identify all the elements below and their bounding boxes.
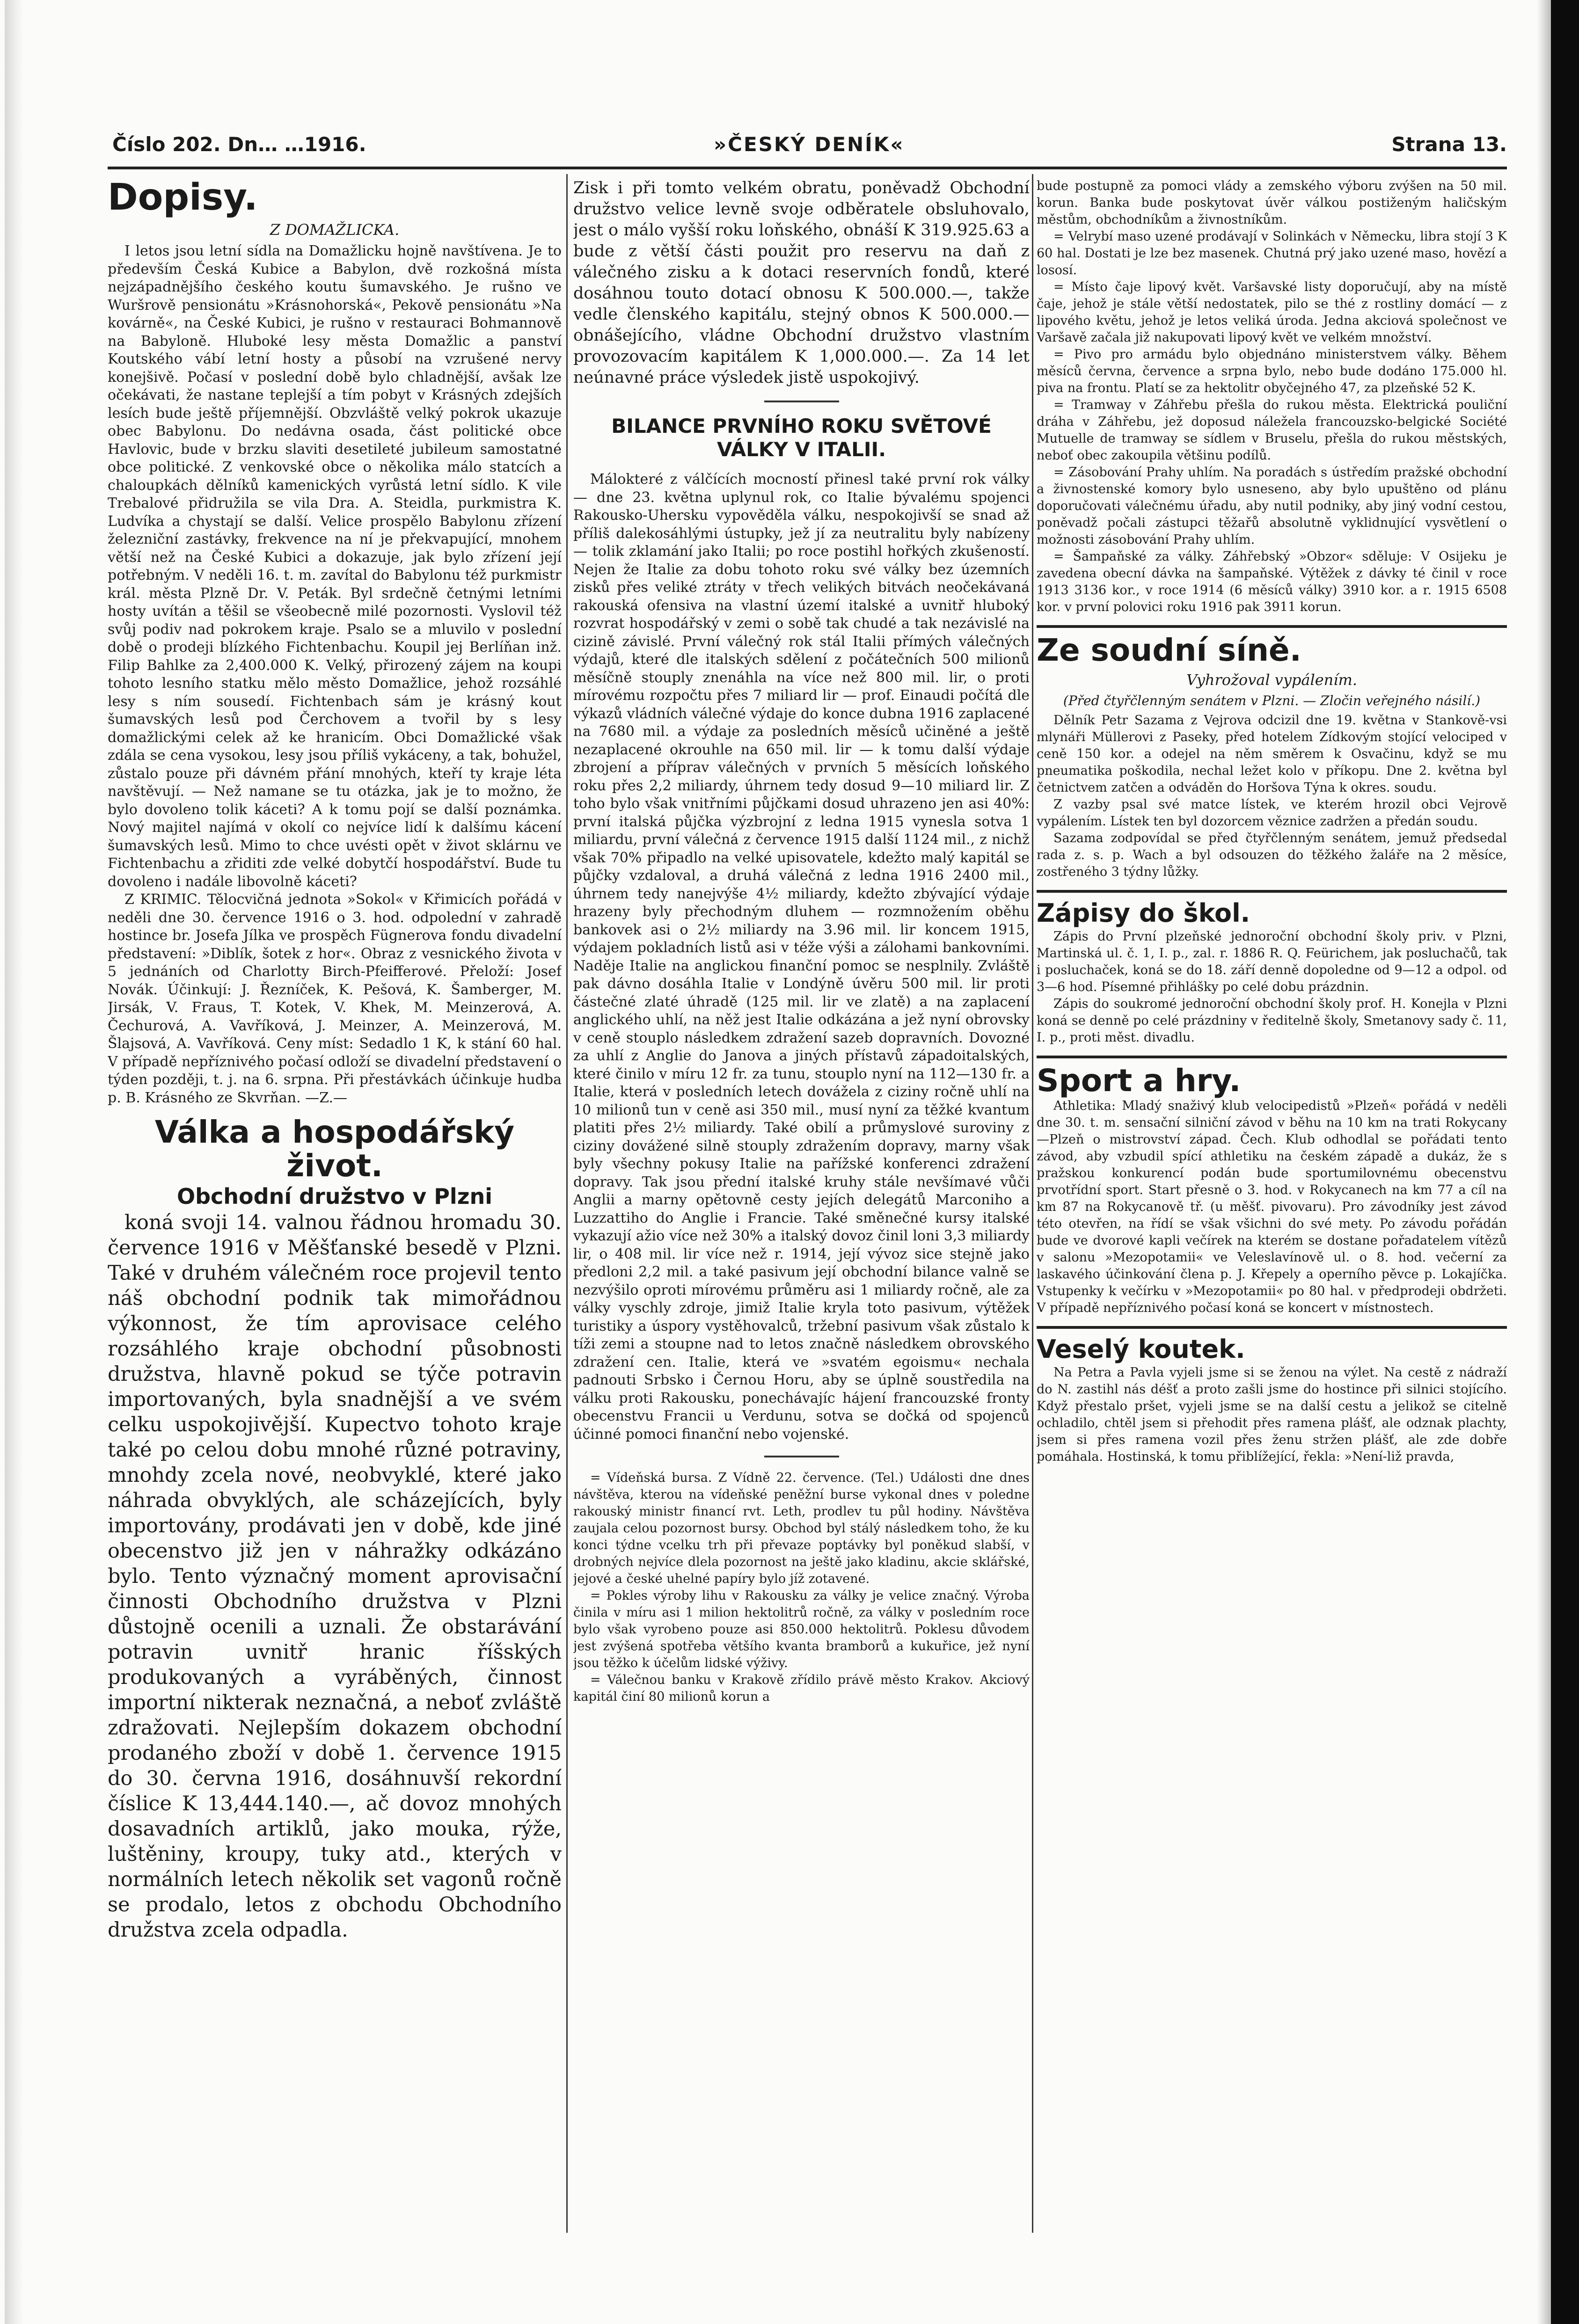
school-notice-2: Zápis do soukromé jednoroční obchodní školy prof. H. Konejla v Plzni koná se denně po celé prázdniny v ředitelně školy, Smetanovy sady č. 11, I. p., proti měst. divadlu. [1037, 997, 1507, 1045]
column-divider-1 [566, 174, 568, 2233]
section-title-sport: Sport a hry. [1037, 1063, 1241, 1099]
page-number: Strana 13. [1391, 133, 1507, 156]
news-pokles-lihu: = Pokles výroby lihu v Rakousku za války je velice značný. Výroba činila v míru asi 1 milion hektolitrů ročně, za války v posledním roce bylo však vyrobeno pouze asi 850.000 hektolitrů. Poklesu důvodem jest zvýšená spotřeba většího kvanta bramborů a kukuřice, jež nyní jsou těžko k účelům lidské výživy. [573, 1588, 1030, 1670]
news-sampanske: = Šampaňské za války. Záhřebský »Obzor« sděluje: V Osijeku je zavedena obecní dávka na šampaňské. Výtěžek z dávky té činil v roce 1913 3136 kor., v roce 1914 (6 měsíců války) 3910 kor. a r. 1915 6508 kor. v první polovici roku 1916 pak 3911 korun. [1037, 549, 1507, 614]
article-druzstvo-cont: Zisk i při tomto velkém obratu, poněvadž Obchodní družstvo velice levně svoje odběratele obsluhovalo, jest o málo vyšší roku loňského, obnáší K 319.925.63 a bude z větší části použit pro reservu na daň z válečného zisku a k dotaci reservních fondů, které dosáhnou touto dotací obnosu K 500.000.—, takže vedle členského kapitálu, stejný obnos K 500.000.— obnášejícího, vládne Obchodní družstvo vlastním provozovacím kapitálem K 1,000.000.—. Za 14 let neúnavné práce výsledek jistě uspokojivý. [573, 179, 1030, 387]
court-article-2: Z vazby psal své matce lístek, ve kterém hrozil obci Vejrově vypálením. Lístek ten byl dozorcem věznice zadržen a předán soudu. [1037, 797, 1507, 829]
article-bilance-italie: Málokteré z válčících mocností přinesl také první rok války — dne 23. května uplynul rok, co Italie bývalému spojenci Rakousko-Uhersku vypověděla válku, nespokojivší se snad až příliš dalekosáhlými ústupky, jež jí za neutralitu byly nabízeny — tolik zklamání jako Italii; po roce postihl hořkých zkušeností. Nejen že Italie za dobu tohoto roku své války bez územních zisků přes veliké ztráty v třech velikých bitvách neočekávaná rakouská ofensiva na vlastní území italské a uvnitř hluboký rozvrat hospodářský v zemi o sobě tak chudé a tak nezávislé na cizině závislé. První válečný rok stál Italii přímých válečných výdajů, které dle italských sdělení z počátečních 500 milionů měsíčně stouply znenáhla na více než 800 mil. lir, o proti mírovému rozpočtu přes 7 miliard lir — prof. Einaudi počítá dle výkazů vládních válečné výdaje do konce dubna 1916 zaplacené na 7680 mil. a výdaje za posledních měsíců učiněné a ještě nezaplacené okrouhle na 650 mil. lir — k tomu další výdaje zbrojení a příprav válečných v prvních 5 měsících loňského roku přes 2,2 miliardy, úhrnem tedy dosud 9—10 miliard lir. Z toho bylo však vnitřními půjčkami dosud uhrazeno jen asi 40%: první italská půjčka výzbrojní z ledna 1915 vynesla sotva 1 miliardu, první válečná z července 1915 další 1124 mil., z nichž však 70% připadlo na velké upisovatele, kdežto malý kapitál se půjčky vzdaloval, a druhá válečná z ledna 1916 2400 mil., úhrnem tedy nanejvýše 4½ miliardy, kdežto zbývající výdaje hrazeny byly přechodným dluhem — rozmnožením oběhu bankovek asi o 2½ miliardy na 3.96 mil. lir koncem 1915, výdajem pokladních listů asi v téže výši a zálohami bankovními. Naděje Italie na anglickou finanční pomoc se nesplnily. Zvláště pak dávno dosáhla Italie v Londýně úvěru 500 mil. lir proti částečné zlaté úhradě (125 mil. lir ve zlatě) a na zaplacení anglického uhlí, na něž jest Italie odkázána a jež nyní obrovsky v ceně stouplo následkem zdražení sazeb dopravních. Dovozné za uhlí z Anglie do Janova a jiných přístavů západoitalských, které činilo v míru 12 fr. za tunu, stouplo nyní na 112—130 fr. a Italie, která v posledních letech dovážela z ciziny ročně uhlí na 10 milionů tun v ceně asi 350 mil., musí nyní za těžké kvantum platiti přes 2½ miliardy. Také obilí a průmyslové suroviny z ciziny dovážené silně stouply zdražením dopravy, marny však byly všechny pokusy Italie na pařížské konferenci zdražení dopravy. Tak jsou přední italské kruhy stále nevšímavé vůči Anglii a marny opětovně cesty jejích delegátů Marconiho a Luzzattiho do Anglie i Francie. Také směnečné kursy italské vykazují ažio více než 30% a italský dovoz činil loni 3,3 miliardy lir, o 408 mil. lir více než r. 1914, její vývoz sice stejně jako předloni 2,2 mil. a také pasivum její obchodní bilance valně se nezvýšilo oproti mírovému průměru asi 1 miliardy ročně, ale za války vyschly zdroje, jimiž Italie kryla toto pasivum, výtěžek turistiky a úspory vystěhovalců, tržební pasivum však zůstalo k tíži zemi a stoupne nad to letos značně následkem obrovského zdražení cen. Italie, která ve »svatém egoismu« nechala padnouti Srbsko i Černou Horu, aby se úplně soustředila na válku proti Rakousku, ponechávajíc hájení francouzské fronty obecenstvu Francii u Verdunu, sotva se dočká od spojenců účinné pomoci finanční nebo vojenské. [573, 471, 1030, 1442]
section-title-valka: Válka a hospodářský život. [154, 1114, 515, 1184]
news-videnska-bursa: = Vídeňská bursa. Z Vídně 22. července. (Tel.) Události dne dnes návštěva, kterou na vídeňské peněžní burse vykonal dnes v poledne rakouský ministr financí rvt. Leth, prodlev tu půl hodiny. Návštěva zaujala celou pozornost bursy. Obchod byl stálý následkem toho, že ku konci týdne vcelku trh při převaze poptávky byl poněkud slabší, v drobných nejvíce dlela pozornost na ještě jako kladinu, akcie sklářské, jejové a české uhelné papíry bylo jíž zotavené. [573, 1471, 1030, 1586]
article-obchodni-druzstvo: koná svoji 14. valnou řádnou hromadu 30. července 1916 v Měšťanské besedě v Plzni. Také v druhém válečném roce projevil tento náš obchodní podnik tak mimořádnou výkonnost, že tím aprovisace celého rozsáhlého kraje obchodní působnosti družstva, hlavně pokud se týče potravin importovaných, byla snadnější a ve svém celku uspokojivější. Kupectvo tohoto kraje také po celou dobu mnohé různé potraviny, mnohdy zcela nové, neobvyklé, které jako náhrada obvyklých, ale scházejících, byly importovány, prodávati jen v době, kde jiné obecenstvo již jen v náhražky odkázáno bylo. Tento význačný moment aprovisační činnosti Obchodního družstva v Plzni důstojně ocenili a uznali. Že obstarávání potravin uvnitř hranic říšských produkovaných a vyráběných, činnost importní nikterak neznačná, a neboť zvláště zdražovati. Nejlepším dokazem obchodní prodaného zboží v době 1. července 1915 do 30. června 1916, dosáhnuvší rekordní číslice K 13,444.140.—, ač dovoz mnohých dosavadních artiklů, jako mouka, rýže, luštěniny, kroupy, tuky atd., kterých v normálních letech několik set vagonů ročně se prodalo, letos z obchodu Obchodního družstva zcela odpadla. [108, 1211, 562, 1942]
news-velrybi-maso: = Velrybí maso uzené prodávají v Solinkách v Německu, libra stojí 3 K 60 hal. Dostati je lze bez masenek. Chutná prý jako uzené maso, hovězí a lososí. [1037, 229, 1507, 277]
sport-athletika: Athletika: Mladý snaživý klub velocipedistů »Plzeň« pořádá v neděli dne 30. t. m. sensační silniční závod v běhu na 10 km na trati Rokycany—Plzeň o mistrovství západ. Čech. Klub odhodlal se pořádati tento závod, aby vzbudil spící athletiku na českém západě a dukáz, že s pražskou konkurencí podán bude sportumilovnému obecenstvu prvotřídní sport. Start přesně o 3. hod. v Rokycanech na km 77 a cíl na km 87 na Rokycanově tř. (u měšť. pivovaru). Pro závodníky jest závod této otevřen, na řídí se však všichni do své mety. Po závodu pořádán bude ve dvorové kapli večírek na kterém se dostane pořadatelem vítězů v salonu »Mezopotamii« ve Veleslavínově ul. o 8. hod. večerní za laskavého účinkování člena p. J. Křepely a operního pěvce p. Lokajíčka. Vstupenky k večírku v »Mezopotamii« po 80 hal. v předprodeji obdržeti. V případě nepříznivého počasí koná se koncert v místnostech. [1037, 1099, 1507, 1315]
news-zasobovani-uhlim: = Zásobování Prahy uhlím. Na poradách s ústředím pražské obchodní a živnostenské komory bylo usneseno, aby bylo upuštěno od plánu doporučovati válečnému úřadu, aby nutil podniky, aby jiný vodní cestou, poněvadž počali zástupci těžařů absolutně vyklidnující vysvětlení o možnosti zásobování Prahy uhlím. [1037, 465, 1507, 547]
court-senate-note: (Před čtyřčlenným senátem v Plzni. — Zločin veřejného násilí.) [1063, 693, 1481, 708]
section-title-zapisy: Zápisy do škol. [1037, 898, 1250, 928]
section-title-dopisy: Dopisy. [108, 178, 258, 219]
article-domazlicka: I letos jsou letní sídla na Domažlicku hojně navštívena. Je to především Česká Kubice a Babylon, dvě rozkošná místa nejzápadnějšího českého koutu šumavského. Je rušno ve Wuršrově pensionátu »Krásnohorská«, Pekově pensionátu »Na kovárně«, na České Kubici, je rušno v restauraci Bohmannově na Babyloně. Hluboké lesy města Domažlic a panství Koutského vábí letní hosty a působí na vzrušené nervy konejšivě. Počasí v poslední době bylo chladnější, avšak lze očekávati, že nastane teplejší a tím pobyt v Krásných zdejších lesích bude ještě příjemnější. Obzvláště velký pokrok ukazuje obec Babylonu. Do nedávna osada, část politické obce Havlovic, bude v brzku slaviti desetileté jubileum samostatné obce politické. Z venkovské obce o několika málo statcích a chaloupkách dělníků kamenických vyrůstá letní sídlo. K vile Trebalové přidružila se vila Dra. A. Steidla, purkmistra K. Ludvíka a chystají se další. Velice prospělo Babylonu zřízení železniční zastávky, frekvence na ní je překvapující, mnohem větší než na České Kubici a dokazuje, jak bylo zřízení její potřebným. V neděli 16. t. m. zavítal do Babylonu též purkmistr král. města Plzně Dr. V. Peták. Byl srdečně četnými letními hosty uvítán a těšil se všeobecně milé pozornosti. Vyslovil též svůj podiv nad pokrokem kraje. Psalo se a mluvilo v poslední době o prodeji blízkého Fichtenbachu. Koupil jej Berlíňan inž. Filip Bahlke za 2,400.000 K. Velký, přirozený zájem na koupi tohoto lesního statku mělo město Domažlice, jehož rozsáhlé lesy s ním sousedí. Fichtenbach sám je krásný kout šumavských lesů pod Čerchovem a tvořil by s lesy domažlickými celek až ke hranicím. Obci Domažlické však zdála se cena vysokou, lesy jsou příliš vykáceny, a tak, bohužel, zůstalo pouze při dávném přání mnohých, kteří ty kraje léta navštěvují. — Než namane se tu otázka, jak je to možno, že bylo dovoleno tolik káceti? A k tomu pojí se další poznámka. Nový majitel najímá v okolí co nejvíce lidí k dalšímu kácení šumavských lesů. Mimo to chce uvésti opět v život sklárnu ve Fichtenbachu a zřiditi zde velké dobytčí hospodářství. Bude tu dovoleno i nadále libovolně káceti? [108, 243, 562, 890]
header-rule [108, 167, 1507, 169]
page-header [112, 131, 1507, 168]
court-subtitle: Vyhrožoval vypálením. [1186, 671, 1357, 689]
news-lipovy-kvet: = Místo čaje lipový květ. Varšavské listy doporučují, aby na místě čaje, jehož je stále větší nedostatek, pilo se thé z rostliny domácí — z lipového květu, jehož je letos veliká úroda. Jedna akciová společnost ve Varšavě začala již nakupovati lipový květ ve velkém množství. [1037, 280, 1507, 345]
court-article-3: Sazama zodpovídal se před čtyřčlenným senátem, jemuž předsedal rada z. s. p. Wach a byl odsouzen do těžkého žaláře na 2 měsíce, zostřeného 3 týdny lůžky. [1037, 831, 1507, 879]
news-pivo-armada: = Pivo pro armádu bylo objednáno ministerstvem války. Během měsíců června, července a srpna bylo, nebo bude dodáno 175.000 hl. piva na frontu. Platí se za hektolitr obyčejného 47, za plzeňské 52 K. [1037, 347, 1507, 395]
scan-edge-right [1551, 0, 1579, 2324]
section-title-soudni-sin: Ze soudní síně. [1037, 632, 1301, 668]
dateline-domazlicka: Z DOMAŽLICKA. [270, 221, 400, 239]
court-article-1: Dělník Petr Sazama z Vejrova odcizil dne 19. května v Stankově-vsi mlynáři Müllerovi z Paseky, před hotelem Zídkovým stojící velociped v ceně 150 kor. a odejel na něm směrem k Osvačinu, když se mu pneumatika poškodila, nechal ležet kolo v příkopu. Dne 2. května byl četnictvem zatčen a odváděn do Horšova Týna k okres. soudu. [1037, 713, 1507, 795]
masthead: »ČESKÝ DENÍK« [714, 133, 905, 156]
humor-article: Na Petra a Pavla vyjeli jsme si se ženou na výlet. Na cestě z nádraží do N. zastihl nás déšť a proto zašli jsme do hostince při silnici stojícího. Když přestalo pršet, vyjeli jsme se na další cestu a jelikož se citelně ochladilo, chtěl jsem si přehodit přes ramena plášť, ale odznak plachty, jsem si přes ramena vozil přes ženu stržen plášť, ale zde dobře pomáhala. Hostinská, k tomu přiblížející, řekla: »Není-liž pravda, [1037, 1365, 1507, 1464]
section-title-vesely-koutek: Veselý koutek. [1037, 1334, 1245, 1364]
issue-number: Číslo 202. Dn… …1916. [112, 133, 366, 156]
column-divider-2 [1032, 174, 1033, 2233]
column-1 [108, 178, 562, 2227]
news-tramway-zahreb: = Tramway v Záhřebu přešla do rukou města. Elektrická pouliční dráha v Záhřebu, jež doposud náležela francouzsko-belgické Société Mutuelle de tramway se sídlem v Bruselu, přešla do rukou městských, neboť obec zakoupila většinu podílů. [1037, 398, 1507, 463]
scan-edge-left [5, 0, 23, 2324]
headline-bilance: BILANCE PRVNÍHO ROKU SVĚTOVÉ VÁLKY V ITALII. [611, 415, 992, 461]
separator [764, 401, 839, 402]
subhead-obchodni-druzstvo: Obchodní družstvo v Plzni [177, 1184, 492, 1209]
column-2 [573, 178, 1030, 2227]
news-banka-cont: bude postupně za pomoci vlády a zemského výboru zvýšen na 50 mil. korun. Banka bude poskytovat úvěr válkou postiženým haličským městům, obchodníkům a živnostníkům. [1037, 179, 1507, 227]
school-notice-1: Zápis do První plzeňské jednoroční obchodní školy priv. v Plzni, Martinská ul. č. 1, I. p., zal. r. 1886 R. Q. Feürichem, jak posluchačů, tak i posluchaček, koná se do 18. září denně dopoledne od 9—12 a odpol. od 3—6 hod. Písemné přihlášky po celé dobu prázdnin. [1037, 929, 1507, 994]
column-3 [1037, 178, 1507, 2227]
separator [764, 1456, 839, 1457]
article-krimice: Z KRIMIC. Tělocvičná jednota »Sokol« v Křimicích pořádá v neděli dne 30. července 1916 o 3. hod. odpolední v zahradě hostince br. Josefa Jílka ve prospěch Fügnerova fondu divadelní představení: »Diblík, šotek z hor«. Obraz z vesnického života v 5 jednáních od Charlotty Birch-Pfeifferové. Přeloží: Josef Novák. Účinkují: J. Řezníček, K. Pešová, K. Šamberger, M. Jirsák, V. Fraus, T. Kotek, V. Khek, M. Meinzerová, A. Čechurová, A. Vavříková, J. Meinzer, A. Meinzerová, M. Šlajsová, A. Vavříková. Ceny míst: Sedadlo 1 K, k stání 60 hal. V případě nepříznivého počasí odloží se divadelní představení o týden později, t. j. na 6. srpna. Při přestávkách účinkuje hudba p. B. Krásného ze Skvrňan. —Z.— [108, 891, 562, 1106]
news-valecna-banka: = Válečnou banku v Krakově zřídilo právě město Krakov. Akciový kapitál činí 80 milionů korun a [573, 1673, 1030, 1704]
